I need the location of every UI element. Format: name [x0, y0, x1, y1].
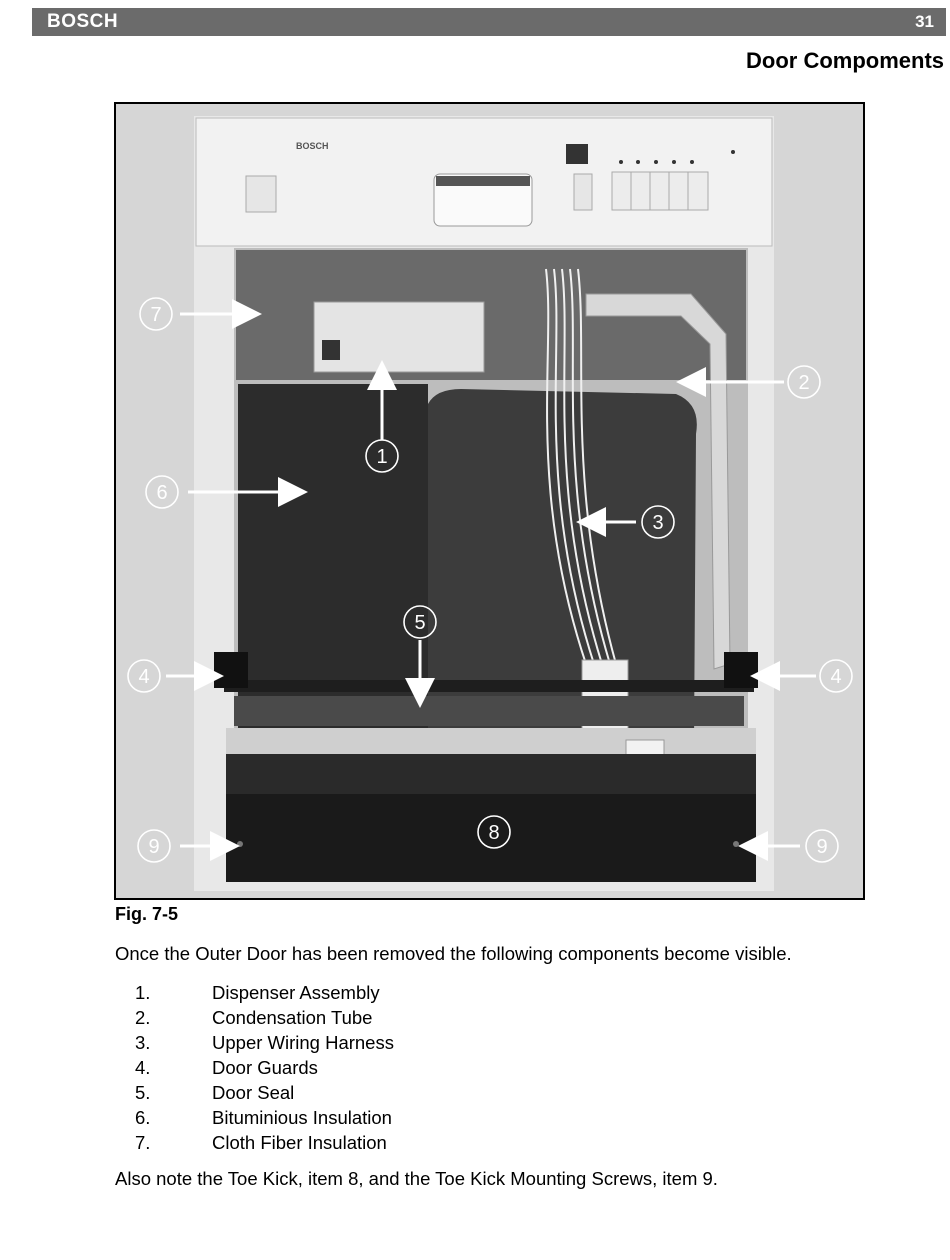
callout-2-label: 2 — [798, 372, 810, 394]
callout-4-left-label: 4 — [138, 666, 150, 688]
item-label: Door Guards — [212, 1057, 318, 1078]
callout-4-right-label: 4 — [830, 666, 842, 688]
callout-9-right-label: 9 — [816, 836, 828, 858]
item-label: Cloth Fiber Insulation — [212, 1132, 387, 1153]
list-item — [135, 982, 635, 1007]
callout-3-label: 3 — [652, 512, 664, 534]
door-guard-left — [214, 652, 248, 688]
callout-5-label: 5 — [414, 612, 426, 634]
item-label: Bituminious Insulation — [212, 1107, 392, 1128]
list-item — [135, 1057, 635, 1082]
item-label: Condensation Tube — [212, 1007, 373, 1028]
header-bar — [32, 8, 946, 36]
item-number: 1. — [135, 982, 151, 1003]
item-label: Door Seal — [212, 1082, 295, 1103]
item-number: 6. — [135, 1107, 151, 1128]
item-label: Dispenser Assembly — [212, 982, 380, 1003]
callout-8-label: 8 — [488, 822, 500, 844]
figure-door-components — [114, 102, 865, 900]
item-number: 4. — [135, 1057, 151, 1078]
item-label: Upper Wiring Harness — [212, 1032, 394, 1053]
brand-logo: BOSCH — [47, 11, 119, 32]
note-text: Also note the Toe Kick, item 8, and the Toe Kick Mounting Screws, item 9. — [115, 1168, 718, 1189]
list-item — [135, 1007, 635, 1032]
figure-caption: Fig. 7-5 — [115, 904, 179, 924]
callout-6-label: 6 — [156, 482, 168, 504]
door-seal — [224, 680, 754, 692]
item-number: 5. — [135, 1082, 151, 1103]
page-number: 31 — [915, 12, 934, 31]
panel-brand: BOSCH — [296, 141, 329, 151]
dispenser-assembly — [314, 302, 484, 372]
item-number: 7. — [135, 1132, 151, 1153]
list-item — [135, 1032, 635, 1057]
door-guard-right — [724, 652, 758, 688]
component-list — [135, 982, 635, 1157]
list-item — [135, 1107, 635, 1132]
list-item — [135, 1082, 635, 1107]
callout-9-left-label: 9 — [148, 836, 160, 858]
item-number: 3. — [135, 1032, 151, 1053]
section-title: Door Compoments — [746, 48, 944, 73]
item-number: 2. — [135, 1007, 151, 1028]
list-item — [135, 1132, 635, 1157]
callout-1-label: 1 — [376, 446, 388, 468]
toe-kick-screw-right — [733, 841, 739, 847]
door-photo-illustration — [116, 104, 863, 898]
toe-kick-screw-left — [237, 841, 243, 847]
callout-7-label: 7 — [150, 304, 162, 326]
intro-text: Once the Outer Door has been removed the following components become visible. — [115, 943, 792, 964]
